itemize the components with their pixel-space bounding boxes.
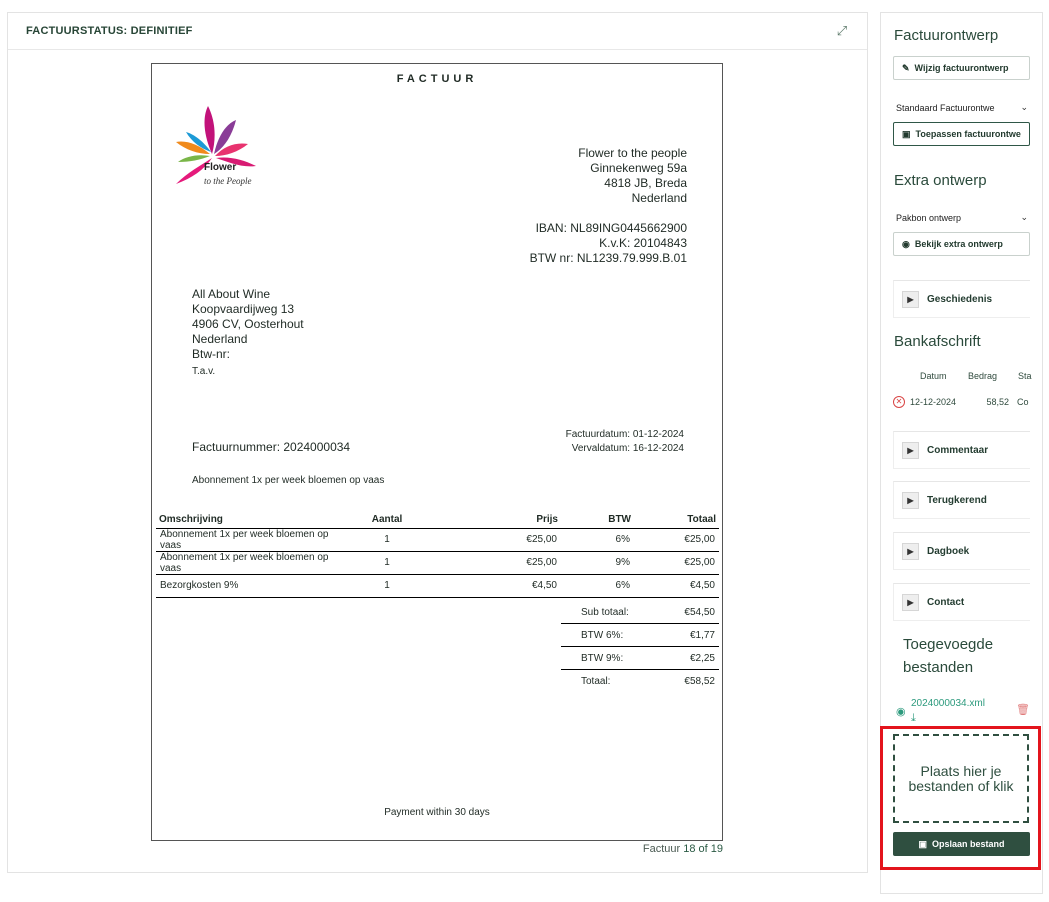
edit-design-button[interactable]: ✎ Wijzig factuurontwerp bbox=[893, 56, 1030, 80]
save-file-button[interactable]: ▣ Opslaan bestand bbox=[893, 832, 1030, 856]
invoice-description: Abonnement 1x per week bloemen op vaas bbox=[192, 475, 385, 486]
expand-icon[interactable]: ⤢ bbox=[836, 23, 848, 38]
invoice-date: Factuurdatum: 01-12-2024 bbox=[565, 429, 684, 440]
logo-text-2: to the People bbox=[204, 176, 252, 186]
col-price: Prijs bbox=[427, 512, 561, 528]
recipient-attn: T.a.v. bbox=[192, 366, 216, 377]
panel-header bbox=[8, 13, 867, 50]
sender-city: 4818 JB, Breda bbox=[604, 176, 687, 190]
design-select[interactable]: Standaard Factuurontwe ⌄ bbox=[896, 102, 1028, 113]
table-row: Abonnement 1x per week bloemen op vaas 1 €25,00 9% €25,00 bbox=[156, 551, 719, 574]
download-icon[interactable]: ⤓ bbox=[911, 712, 916, 724]
page-count: 18 of 19 bbox=[683, 843, 723, 855]
table-row: Bezorgkosten 9% 1 €4,50 6% €4,50 bbox=[156, 574, 719, 597]
error-circle-icon: ✕ bbox=[893, 396, 905, 408]
recipient-city: 4906 CV, Oosterhout bbox=[192, 317, 304, 331]
invoice-items-table bbox=[156, 512, 719, 598]
sender-address bbox=[530, 146, 687, 266]
invoice-number: Factuurnummer: 2024000034 bbox=[192, 440, 351, 454]
extra-design-heading: Extra ontwerp bbox=[894, 172, 987, 189]
triangle-right-icon: ▶ bbox=[902, 291, 919, 308]
journal-section-toggle[interactable]: ▶ Dagboek bbox=[893, 532, 1030, 570]
col-description: Omschrijving bbox=[156, 512, 347, 528]
recipient-name: All About Wine bbox=[192, 287, 271, 301]
invoice-document bbox=[151, 63, 723, 841]
design-heading: Factuurontwerp bbox=[894, 27, 999, 44]
triangle-right-icon: ▶ bbox=[902, 543, 919, 560]
col-quantity: Aantal bbox=[347, 512, 427, 528]
bank-statement-table bbox=[893, 371, 1043, 409]
save-icon: ▣ bbox=[902, 128, 911, 139]
invoice-footer: Payment within 30 days bbox=[384, 807, 490, 818]
comment-section-toggle[interactable]: ▶ Commentaar bbox=[893, 431, 1030, 469]
contact-section-toggle[interactable]: ▶ Contact bbox=[893, 583, 1030, 621]
extra-design-select[interactable]: Pakbon ontwerp ⌄ bbox=[896, 212, 1028, 223]
logo-text-1: Flower bbox=[204, 162, 237, 173]
triangle-right-icon: ▶ bbox=[902, 442, 919, 459]
apply-design-button[interactable]: ▣ Toepassen factuurontwe bbox=[893, 122, 1030, 146]
triangle-right-icon: ▶ bbox=[902, 492, 919, 509]
history-section-toggle[interactable]: ▶ Geschiedenis bbox=[893, 280, 1030, 318]
save-icon: ▣ bbox=[918, 838, 927, 849]
recipient-street: Koopvaardijweg 13 bbox=[192, 302, 295, 316]
file-dropzone[interactable]: Plaats hier je bestanden of klik bbox=[893, 734, 1029, 823]
recurring-section-toggle[interactable]: ▶ Terugkerend bbox=[893, 481, 1030, 519]
sender-name: Flower to the people bbox=[578, 146, 687, 160]
table-row: Abonnement 1x per week bloemen op vaas 1 €25,00 6% €25,00 bbox=[156, 528, 719, 551]
due-date: Vervaldatum: 16-12-2024 bbox=[571, 443, 684, 454]
bank-table-header: Datum Bedrag Sta bbox=[920, 371, 1032, 381]
added-files-heading: Toegevoegde bestanden bbox=[903, 636, 994, 676]
sender-street: Ginnekenweg 59a bbox=[590, 161, 687, 175]
eye-icon: ◉ bbox=[902, 238, 910, 249]
chevron-down-icon: ⌄ bbox=[1020, 212, 1028, 222]
invoice-status-title: FACTUURSTATUS: DEFINITIEF bbox=[26, 25, 193, 37]
vat6-row: BTW 6%: €1,77 bbox=[561, 624, 719, 647]
eye-icon[interactable]: ◉ bbox=[896, 706, 906, 718]
invoice-totals bbox=[561, 601, 719, 693]
table-row[interactable]: ✕ 12-12-2024 58,52 Co bbox=[893, 395, 1043, 409]
triangle-right-icon: ▶ bbox=[902, 594, 919, 611]
edit-icon: ✎ bbox=[902, 62, 910, 73]
recipient-btw: Btw-nr: bbox=[192, 347, 231, 361]
sender-iban: IBAN: NL89ING0445662900 bbox=[535, 221, 687, 235]
trash-icon[interactable]: 🗑 bbox=[1016, 704, 1030, 716]
recipient-address bbox=[192, 287, 304, 379]
sender-btw: BTW nr: NL1239.79.999.B.01 bbox=[529, 251, 687, 265]
bank-statement-heading: Bankafschrift bbox=[894, 333, 981, 350]
sender-kvk: K.v.K: 20104843 bbox=[599, 236, 687, 250]
page-indicator: Factuur 18 of 19 bbox=[642, 843, 723, 855]
view-extra-design-button[interactable]: ◉ Bekijk extra ontwerp bbox=[893, 232, 1030, 256]
vat9-row: BTW 9%: €2,25 bbox=[561, 647, 719, 670]
sender-country: Nederland bbox=[631, 191, 687, 205]
col-total: Totaal bbox=[634, 512, 719, 528]
recipient-country: Nederland bbox=[192, 332, 248, 346]
invoice-dates bbox=[566, 428, 684, 456]
chevron-down-icon: ⌄ bbox=[1020, 102, 1028, 112]
company-logo bbox=[164, 106, 274, 192]
invoice-panel bbox=[7, 12, 868, 873]
col-vat: BTW bbox=[561, 512, 634, 528]
subtotal-row: Sub totaal: €54,50 bbox=[561, 601, 719, 624]
attached-file-link[interactable]: 2024000034.xml bbox=[911, 698, 985, 709]
total-row: Totaal: €58,52 bbox=[581, 676, 715, 687]
invoice-title: FACTUUR bbox=[396, 73, 478, 85]
